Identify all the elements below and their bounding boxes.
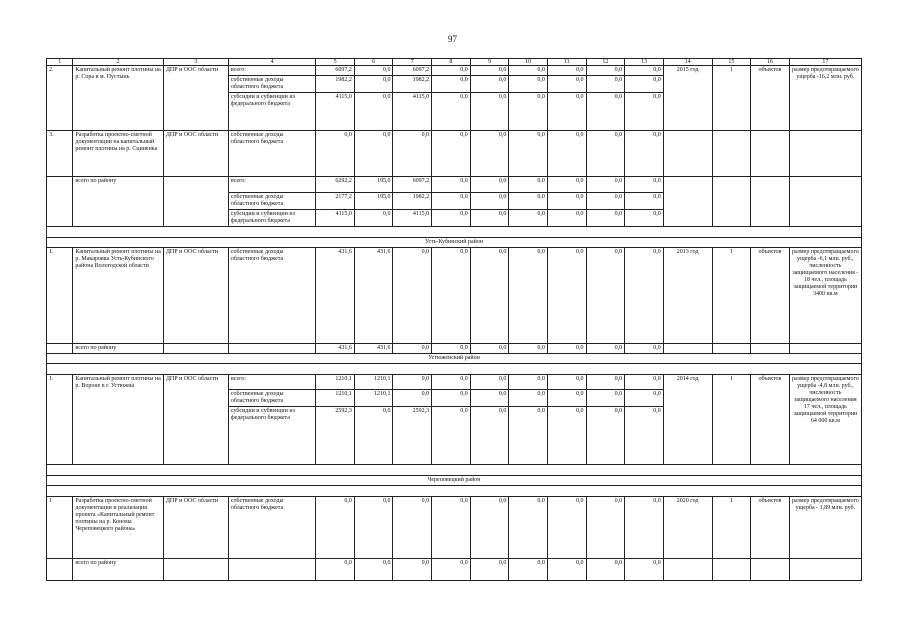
value-cell: 0,0	[470, 76, 509, 93]
value-cell: 0,0	[432, 344, 471, 354]
value-cell: 0,0	[586, 210, 625, 227]
value-cell: 0,0	[586, 177, 625, 193]
value-cell: 0,0	[547, 559, 586, 581]
value-cell: 0,0	[586, 93, 625, 131]
value-cell: 2592,3	[316, 407, 355, 465]
value-cell: 0,0	[547, 177, 586, 193]
value-cell: 0,0	[625, 497, 664, 559]
value-cell: 0,0	[547, 375, 586, 390]
year-cell: 2015 год	[663, 66, 712, 131]
value-cell: 0,0	[509, 193, 548, 210]
table-row	[47, 375, 862, 390]
value-cell: 0,0	[625, 390, 664, 407]
value-cell: 6097,2	[393, 66, 432, 76]
value-cell: 0,0	[625, 76, 664, 93]
row-number: 2.	[47, 66, 73, 131]
value-cell: 0,0	[470, 193, 509, 210]
value-cell: 4115,0	[316, 210, 355, 227]
header-cell: 5	[316, 59, 355, 66]
header-cell: 7	[393, 59, 432, 66]
value-cell: 195,0	[354, 193, 393, 210]
count-cell: 1	[712, 375, 751, 465]
value-cell: 0,0	[547, 407, 586, 465]
value-cell: 0,0	[470, 390, 509, 407]
year-cell: 2013 год	[663, 248, 712, 344]
section-title: Усть-Кубинский район	[47, 238, 862, 248]
value-cell: 0,0	[432, 93, 471, 131]
empty-cell	[789, 559, 861, 581]
empty-cell	[47, 465, 862, 476]
value-cell: 0,0	[432, 76, 471, 93]
value-cell: 0,0	[470, 248, 509, 344]
project-name: Капитальный ремонт плотины на р. Макаровка Усть-Кубинского района Вологодской области	[73, 248, 163, 344]
result-cell: размер предотвращаемого ущерба -4,8 млн. руб., численность защищаемого населения 17 чел., площадь защищаемой территории 64 000 кв.м	[789, 375, 861, 465]
project-name: Разработка проектно-сметной документации на капитальный ремонт плотины на р. Сциненка	[73, 131, 163, 177]
district-total-label: всего по району	[73, 344, 163, 354]
executor: ДПР и ООС области	[163, 66, 228, 131]
funding-source: всего:	[228, 66, 315, 76]
value-cell: 0,0	[509, 407, 548, 465]
section-row	[47, 476, 862, 486]
value-cell: 0,0	[470, 344, 509, 354]
header-cell: 12	[586, 59, 625, 66]
empty-cell	[789, 177, 861, 227]
empty-cell	[47, 559, 73, 581]
funding-source: собственные доходы областного бюджета	[228, 131, 315, 177]
value-cell: 0,0	[432, 375, 471, 390]
value-cell: 0,0	[509, 344, 548, 354]
header-cell: 13	[625, 59, 664, 66]
value-cell: 0,0	[354, 497, 393, 559]
header-cell: 11	[547, 59, 586, 66]
value-cell: 0,0	[586, 375, 625, 390]
value-cell: 0,0	[509, 390, 548, 407]
value-cell: 0,0	[625, 375, 664, 390]
value-cell: 195,0	[354, 177, 393, 193]
value-cell: 0,0	[547, 344, 586, 354]
empty-cell	[47, 364, 862, 375]
value-cell: 0,0	[625, 210, 664, 227]
value-cell: 0,0	[586, 131, 625, 177]
header-cell: 14	[663, 59, 712, 66]
value-cell: 0,0	[625, 344, 664, 354]
value-cell: 0,0	[509, 559, 548, 581]
empty-cell	[163, 559, 228, 581]
value-cell: 1982,2	[393, 193, 432, 210]
value-cell: 0,0	[586, 76, 625, 93]
value-cell: 6097,2	[393, 177, 432, 193]
value-cell: 0,0	[470, 559, 509, 581]
value-cell: 0,0	[393, 497, 432, 559]
empty-cell	[47, 227, 862, 238]
value-cell: 0,0	[509, 93, 548, 131]
value-cell: 1210,1	[354, 390, 393, 407]
value-cell: 0,0	[586, 497, 625, 559]
value-cell: 1210,1	[316, 390, 355, 407]
project-name: Капитальный ремонт плотины на р. Сора в м. Пустынь	[73, 66, 163, 131]
value-cell: 0,0	[586, 66, 625, 76]
value-cell: 0,0	[586, 407, 625, 465]
table-row	[47, 559, 862, 581]
value-cell: 0,0	[432, 497, 471, 559]
executor: ДПР и ООС области	[163, 497, 228, 559]
value-cell: 0,0	[509, 248, 548, 344]
row-number: 3.	[47, 131, 73, 177]
unit-cell: объектов	[751, 248, 790, 344]
value-cell: 0,0	[586, 390, 625, 407]
value-cell: 1210,1	[316, 375, 355, 390]
value-cell: 0,0	[547, 210, 586, 227]
table-row	[47, 344, 862, 354]
empty-cell	[663, 177, 712, 227]
result-cell: размер предотвращаемого ущерба - 1,89 млн. руб.	[789, 497, 861, 559]
section-title: Череповецкий район	[47, 476, 862, 486]
spacer-row	[47, 227, 862, 238]
funding-source: собственные доходы областного бюджета	[228, 248, 315, 344]
empty-cell	[228, 344, 315, 354]
value-cell: 1210,1	[354, 375, 393, 390]
value-cell: 0,0	[470, 93, 509, 131]
unit-cell: объектов	[751, 66, 790, 131]
empty-cell	[751, 559, 790, 581]
funding-source: собственные доходы областного бюджета	[228, 193, 315, 210]
program-table	[46, 58, 862, 581]
value-cell: 0,0	[354, 559, 393, 581]
section-row	[47, 354, 862, 364]
value-cell: 0,0	[470, 407, 509, 465]
value-cell: 0,0	[586, 559, 625, 581]
value-cell: 0,0	[625, 93, 664, 131]
year-cell: 2020 год	[663, 497, 712, 559]
value-cell: 0,0	[586, 248, 625, 344]
header-cell: 1	[47, 59, 73, 66]
value-cell: 0,0	[470, 497, 509, 559]
value-cell: 0,0	[432, 248, 471, 344]
empty-cell	[751, 177, 790, 227]
value-cell: 0,0	[586, 344, 625, 354]
value-cell: 4115,0	[393, 210, 432, 227]
empty-cell	[712, 177, 751, 227]
page-number: 97	[448, 34, 457, 44]
value-cell: 0,0	[432, 177, 471, 193]
value-cell: 0,0	[432, 131, 471, 177]
unit-cell: объектов	[751, 497, 790, 559]
value-cell: 0,0	[354, 93, 393, 131]
value-cell: 0,0	[509, 375, 548, 390]
empty-cell	[663, 559, 712, 581]
empty-cell	[47, 344, 73, 354]
executor: ДПР и ООС области	[163, 131, 228, 177]
value-cell: 0,0	[509, 131, 548, 177]
header-cell: 3	[163, 59, 228, 66]
value-cell: 0,0	[547, 193, 586, 210]
value-cell: 0,0	[547, 93, 586, 131]
value-cell: 0,0	[625, 66, 664, 76]
value-cell: 0,0	[625, 407, 664, 465]
empty-cell	[47, 486, 862, 497]
value-cell: 0,0	[509, 66, 548, 76]
header-cell: 9	[470, 59, 509, 66]
value-cell: 0,0	[625, 559, 664, 581]
value-cell: 2592,3	[393, 407, 432, 465]
value-cell: 0,0	[586, 193, 625, 210]
value-cell: 0,0	[393, 390, 432, 407]
value-cell: 0,0	[354, 407, 393, 465]
executor: ДПР и ООС области	[163, 375, 228, 465]
value-cell: 431,6	[354, 248, 393, 344]
value-cell: 1982,2	[316, 76, 355, 93]
empty-cell	[751, 344, 790, 354]
value-cell: 0,0	[625, 131, 664, 177]
spacer-row	[47, 486, 862, 497]
value-cell: 0,0	[509, 177, 548, 193]
value-cell: 0,0	[393, 131, 432, 177]
value-cell: 0,0	[547, 248, 586, 344]
header-cell: 17	[789, 59, 861, 66]
spacer-row	[47, 465, 862, 476]
header-cell: 4	[228, 59, 315, 66]
value-cell: 0,0	[625, 177, 664, 193]
district-total-label: всего по району	[73, 559, 163, 581]
project-name: Разработка проектно-сметной документации и реализация проекта «Капитальный ремонт плотины на р. Конома Череповецкого района»	[73, 497, 163, 559]
table-row	[47, 497, 862, 559]
value-cell: 0,0	[470, 131, 509, 177]
value-cell: 0,0	[354, 76, 393, 93]
header-cell: 6	[354, 59, 393, 66]
value-cell: 431,6	[316, 248, 355, 344]
row-number: 1	[47, 497, 73, 559]
value-cell: 0,0	[547, 76, 586, 93]
funding-source: собственные доходы областного бюджета	[228, 497, 315, 559]
value-cell: 0,0	[432, 66, 471, 76]
empty-cell	[751, 131, 790, 177]
empty-cell	[663, 131, 712, 177]
funding-source: собственные доходы областного бюджета	[228, 76, 315, 93]
header-cell: 8	[432, 59, 471, 66]
value-cell: 0,0	[547, 66, 586, 76]
result-cell: размер предотвращаемого ущерба -16,2 млн. руб.	[789, 66, 861, 131]
value-cell: 0,0	[625, 248, 664, 344]
empty-cell	[712, 559, 751, 581]
value-cell: 4115,0	[393, 93, 432, 131]
empty-cell	[163, 344, 228, 354]
empty-cell	[663, 344, 712, 354]
value-cell: 0,0	[393, 559, 432, 581]
value-cell: 0,0	[316, 559, 355, 581]
funding-source: собственные доходы областного бюджета	[228, 390, 315, 407]
funding-source: всего:	[228, 375, 315, 390]
empty-cell	[47, 177, 73, 227]
value-cell: 0,0	[316, 131, 355, 177]
funding-source: всего:	[228, 177, 315, 193]
funding-source: субсидии и субвенции из федерального бюджета	[228, 93, 315, 131]
value-cell: 0,0	[509, 210, 548, 227]
value-cell: 0,0	[432, 210, 471, 227]
empty-cell	[789, 344, 861, 354]
table-row	[47, 131, 862, 177]
value-cell: 1982,2	[393, 76, 432, 93]
value-cell: 0,0	[432, 390, 471, 407]
empty-cell	[163, 177, 228, 227]
result-cell: размер предотвращаемого ущерба -6,1 млн. руб., численность защищаемого населения - 18 чел., площадь защищаемой территории 3400 кв.м	[789, 248, 861, 344]
value-cell: 0,0	[547, 497, 586, 559]
table-row	[47, 66, 862, 76]
header-row	[47, 59, 862, 66]
header-cell: 2	[73, 59, 163, 66]
section-title: Устюженский район	[47, 354, 862, 364]
value-cell: 0,0	[470, 375, 509, 390]
value-cell: 0,0	[354, 131, 393, 177]
row-number: 1.	[47, 375, 73, 465]
count-cell: 1	[712, 248, 751, 344]
value-cell: 0,0	[470, 66, 509, 76]
count-cell: 1	[712, 66, 751, 131]
table-row	[47, 177, 862, 193]
empty-cell	[789, 131, 861, 177]
value-cell: 0,0	[316, 497, 355, 559]
project-name: Капитальный ремонт плотины на р. Вороне в г. Устюжна	[73, 375, 163, 465]
count-cell: 1	[712, 497, 751, 559]
section-row	[47, 238, 862, 248]
value-cell: 6292,2	[316, 177, 355, 193]
header-cell: 15	[712, 59, 751, 66]
value-cell: 431,6	[316, 344, 355, 354]
value-cell: 0,0	[470, 177, 509, 193]
unit-cell: объектов	[751, 375, 790, 465]
value-cell: 0,0	[547, 131, 586, 177]
value-cell: 431,6	[354, 344, 393, 354]
value-cell: 6097,2	[316, 66, 355, 76]
value-cell: 0,0	[354, 66, 393, 76]
value-cell: 0,0	[625, 193, 664, 210]
funding-source: субсидии и субвенции из федерального бюджета	[228, 210, 315, 227]
spacer-row	[47, 364, 862, 375]
value-cell: 0,0	[393, 344, 432, 354]
value-cell: 0,0	[393, 375, 432, 390]
value-cell: 0,0	[393, 248, 432, 344]
value-cell: 0,0	[432, 193, 471, 210]
year-cell: 2014 год	[663, 375, 712, 465]
header-cell: 16	[751, 59, 790, 66]
table-row	[47, 248, 862, 344]
value-cell: 0,0	[354, 210, 393, 227]
executor: ДПР и ООС области	[163, 248, 228, 344]
value-cell: 4115,0	[316, 93, 355, 131]
empty-cell	[712, 344, 751, 354]
value-cell: 0,0	[509, 497, 548, 559]
header-cell: 10	[509, 59, 548, 66]
value-cell: 0,0	[432, 407, 471, 465]
funding-source: субсидии и субвенции из федерального бюджета	[228, 407, 315, 465]
district-total-label: всего по району	[73, 177, 163, 227]
empty-cell	[228, 559, 315, 581]
value-cell: 0,0	[547, 390, 586, 407]
value-cell: 2177,2	[316, 193, 355, 210]
row-number: 1.	[47, 248, 73, 344]
value-cell: 0,0	[470, 210, 509, 227]
value-cell: 0,0	[509, 76, 548, 93]
value-cell: 0,0	[432, 559, 471, 581]
empty-cell	[712, 131, 751, 177]
